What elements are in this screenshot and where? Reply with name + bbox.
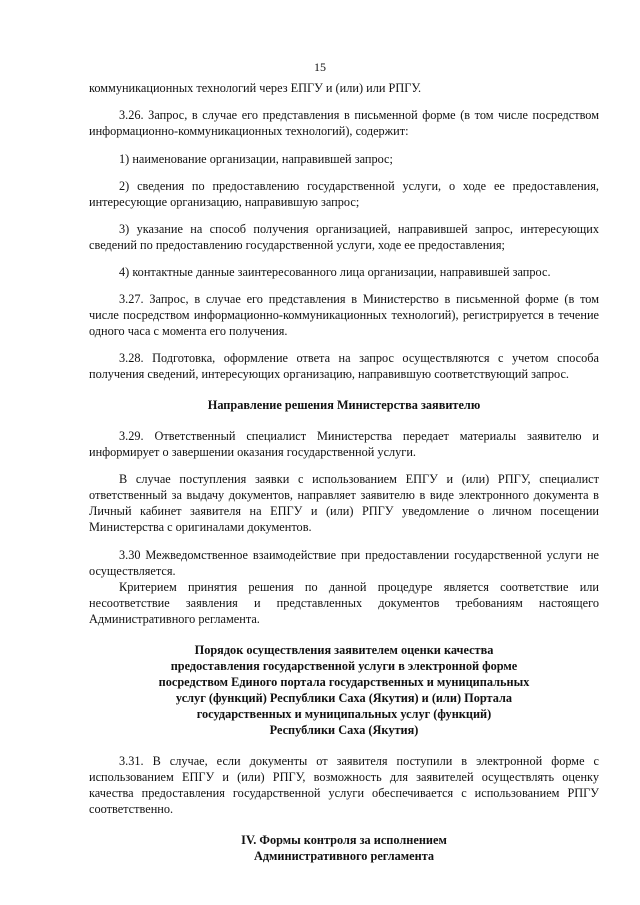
paragraph-3-27: 3.27. Запрос, в случае его представления в Министерство в письменной форме (в том числе посредством информационно-коммуникационных технологий), регистрируется в течение одного часа с момента его получения. [89, 292, 599, 338]
heading-line: услуг (функций) Республики Саха (Якутия) и (или) Портала [175, 691, 513, 705]
paragraph-3-26: 3.26. Запрос, в случае его представления в письменной форме (в том числе посредством информационно-коммуникационных технологий), содержит: [89, 108, 599, 138]
paragraph-3-30: 3.30 Межведомственное взаимодействие при предоставлении государственной услуги не осуществляется. [89, 548, 599, 578]
list-item-1: 1) наименование организации, направившей запрос; [119, 152, 393, 166]
section-heading-decision: Направление решения Министерства заявителю [207, 398, 481, 412]
paragraph-criterion: Критерием принятия решения по данной процедуре является соответствие или несоответствие заявления и представленных документов требованиям настоящего Административного регламента. [89, 580, 599, 626]
document-body [89, 80, 599, 864]
paragraph-3-31: 3.31. В случае, если документы от заявителя поступили в электронной форме с использованием ЕПГУ и (или) РПГУ, возможность для заявителей осуществлять оценку качества предоставления государственной услуги обеспечивается с использованием РПГУ соответственно. [89, 754, 599, 816]
list-item-3: 3) указание на способ получения организацией, направившей запрос, интересующих сведений по предоставлению государственной услуги, ходе ее предоставления; [89, 222, 599, 252]
heading-line: предоставления государственной услуги в электронной форме [170, 659, 518, 673]
heading-line: государственных и муниципальных услуг (функций) [196, 707, 492, 721]
paragraph-continuation: коммуникационных технологий через ЕПГУ и (или) или РПГУ. [89, 81, 422, 95]
heading-line: Административного регламента [253, 849, 435, 863]
heading-line: IV. Формы контроля за исполнением [241, 833, 447, 847]
paragraph-epgu-notification: В случае поступления заявки с использованием ЕПГУ и (или) РПГУ, специалист ответственный за выдачу документов, направляет заявителю в виде электронного документа в Личный кабинет заявителя на ЕПГУ и (или) РПГУ уведомление о личном посещении Министерства с оригиналами документов. [89, 472, 599, 534]
heading-line: посредством Единого портала государственных и муниципальных [158, 675, 530, 689]
list-item-2: 2) сведения по предоставлению государственной услуги, о ходе ее предоставления, интересующие организацию, направившую запрос; [89, 179, 599, 209]
heading-line: Порядок осуществления заявителем оценки качества [194, 643, 494, 657]
list-item-4: 4) контактные данные заинтересованного лица организации, направившей запрос. [119, 265, 551, 279]
paragraph-3-28: 3.28. Подготовка, оформление ответа на запрос осуществляются с учетом способа получения сведений, интересующих организацию, направившую соответствующий запрос. [89, 351, 599, 381]
section-heading-control-forms [89, 832, 599, 864]
heading-line: Республики Саха (Якутия) [269, 723, 419, 737]
section-heading-quality-assessment [89, 642, 599, 738]
paragraph-3-29: 3.29. Ответственный специалист Министерства передает материалы заявителю и информирует о завершении оказания государственной услуги. [89, 429, 599, 459]
page-number: 15 [314, 60, 326, 74]
